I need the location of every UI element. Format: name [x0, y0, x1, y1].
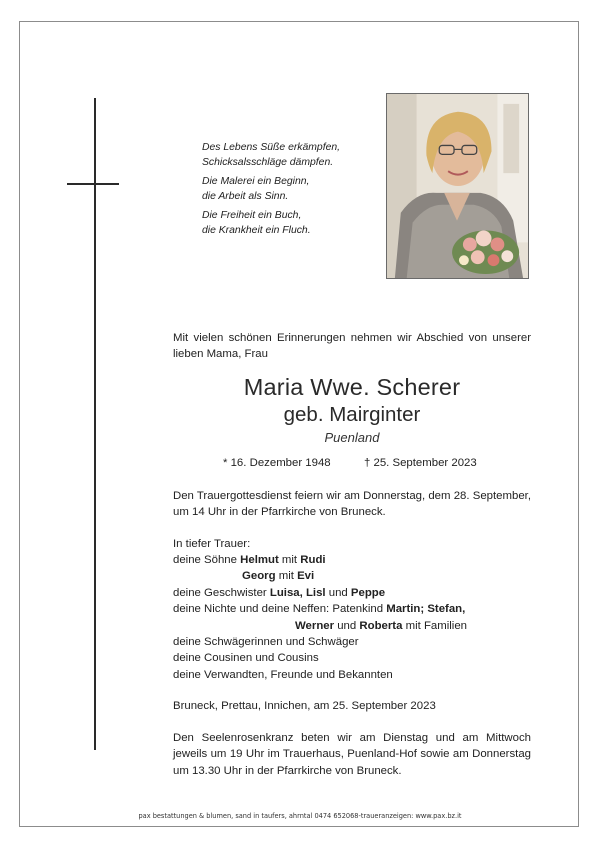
birth-date: * 16. Dezember 1948 — [223, 456, 331, 469]
home-place: Puenland — [324, 429, 380, 445]
poem-stanza — [202, 208, 382, 238]
obituary-text — [173, 330, 531, 779]
maiden-name: geb. Mairginter — [283, 402, 421, 426]
name: Luisa, Lisl — [269, 586, 326, 599]
life-dates — [173, 455, 531, 473]
name: Georg — [242, 570, 276, 583]
mourners-siblings — [173, 585, 531, 601]
funeral-service-text: Den Trauergottesdienst feiern wir am Donnerstag, dem 28. September, um 14 Uhr in der Pfarrkirche von Bruneck. — [173, 489, 531, 519]
text: mit — [275, 570, 298, 583]
name: Rudi — [300, 554, 326, 567]
deceased-name: Maria Wwe. Scherer — [243, 373, 461, 400]
death-date: † 25. September 2023 — [364, 456, 477, 469]
name: Werner — [295, 619, 335, 632]
text: mit Familien — [402, 619, 467, 632]
poem-line: die Arbeit als Sinn. — [202, 191, 289, 202]
text: und — [334, 619, 360, 632]
poem-line: Die Malerei ein Beginn, — [202, 176, 310, 187]
poem-stanza — [202, 174, 382, 204]
mourners-sons — [173, 552, 531, 568]
intro-text: Mit vielen schönen Erinnerungen nehmen wir Abschied von unserer lieben Mama, Frau — [173, 332, 531, 361]
text: deine Geschwister — [173, 586, 270, 599]
mourners-relatives: deine Verwandten, Freunde und Bekannten — [173, 668, 393, 681]
mourners-list — [173, 536, 531, 684]
mourners-cousins: deine Cousinen und Cousins — [173, 652, 319, 665]
poem-stanza — [202, 140, 382, 170]
mourners-heading: In tiefer Trauer: — [173, 537, 251, 550]
text: deine Söhne — [173, 554, 241, 567]
mourners-nieces — [173, 601, 531, 617]
cross-icon-horizontal — [67, 183, 119, 185]
name: Helmut — [240, 554, 279, 567]
text: und — [325, 586, 351, 599]
mourners-sons-2 — [173, 568, 531, 584]
name: Peppe — [350, 586, 386, 599]
name: Roberta — [359, 619, 403, 632]
cross-icon-vertical — [94, 98, 96, 750]
poem-line: die Krankheit ein Fluch. — [202, 225, 311, 236]
poem — [202, 140, 382, 242]
portrait-photo — [386, 93, 529, 279]
text: mit — [278, 554, 301, 567]
footer-credit: pax bestattungen & blumen, sand in taufers, ahrntal 0474 652068-traueranzeigen: www.pax.bz.it — [138, 812, 462, 820]
name: Martin; Stefan, — [386, 603, 466, 616]
mourners-inlaws: deine Schwägerinnen und Schwäger — [173, 636, 359, 649]
text: deine Nichte und deine Neffen: Patenkind — [173, 603, 387, 616]
place-and-date: Bruneck, Prettau, Innichen, am 25. September 2023 — [173, 700, 436, 713]
mourners-nieces-2 — [173, 618, 531, 634]
poem-line: Schicksalsschläge dämpfen. — [202, 157, 334, 168]
poem-line: Des Lebens Süße erkämpfen, — [202, 142, 341, 153]
poem-line: Die Freiheit ein Buch, — [202, 210, 302, 221]
name: Evi — [297, 570, 315, 583]
rosary-text: Den Seelenrosenkranz beten wir am Dienstag und am Mittwoch jeweils um 19 Uhr im Trauerhaus, Puenland-Hof sowie am Donnerstag um 13.30 Uhr in der Pfarrkirche von Bruneck. — [173, 731, 531, 777]
